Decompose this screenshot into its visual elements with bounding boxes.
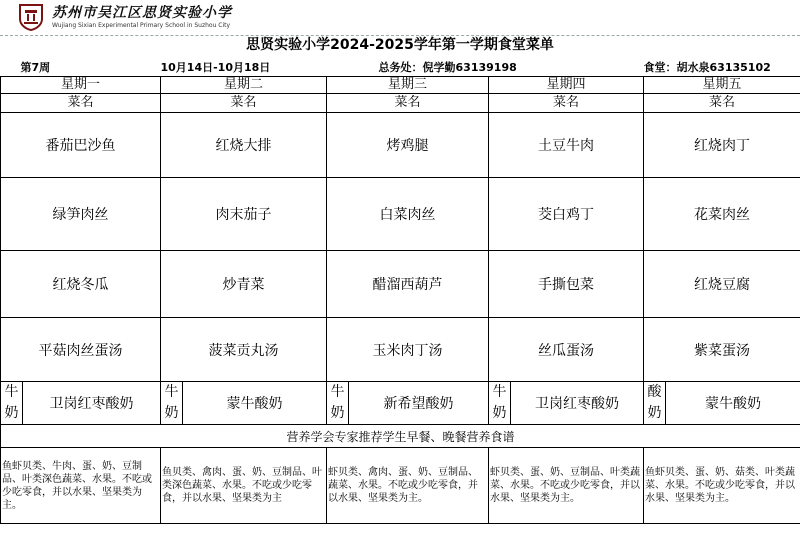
day-header: 星期一 (1, 77, 161, 94)
dish-cell: 红烧大排 (161, 113, 327, 178)
drink-type-label: 牛奶 (1, 382, 23, 425)
school-name: 苏州市吴江区思贤实验小学 (52, 5, 232, 21)
menu-table (0, 58, 800, 524)
nutrition-note: 鱼贝类、禽肉、蛋、奶、豆制品、叶类深色蔬菜、水果。不吃或少吃零食，并以水果、坚果类为主 (161, 448, 327, 524)
week-dates: 10月14日-10月18日 (161, 58, 349, 77)
dish-row (1, 178, 800, 251)
dish-cell: 丝瓜蛋汤 (489, 318, 644, 382)
drink-name: 新希望酸奶 (349, 382, 489, 425)
general-affairs-contact: 总务处：倪学勤63139198 (349, 58, 644, 77)
dish-cell: 炒青菜 (161, 251, 327, 318)
nutrition-note: 鱼虾贝类、牛肉、蛋、奶、豆制品、叶类深色蔬菜、水果。不吃或少吃零食，并以水果、坚果类为主。 (1, 448, 161, 524)
school-header (0, 0, 800, 36)
dish-header-row (1, 94, 800, 113)
drink-type-label: 牛奶 (161, 382, 183, 425)
menu-title: 思贤实验小学2024-2025学年第一学期食堂菜单 (246, 37, 554, 53)
nutrition-note: 虾贝类、禽肉、蛋、奶、豆制品、蔬菜、水果。不吃或少吃零食，并以水果、坚果类为主。 (327, 448, 489, 524)
drink-name: 卫岗红枣酸奶 (511, 382, 644, 425)
drink-row (1, 382, 800, 425)
dish-cell: 紫菜蛋汤 (644, 318, 800, 382)
info-row (1, 58, 800, 77)
school-emblem-icon (18, 3, 44, 31)
dish-cell: 烤鸡腿 (327, 113, 489, 178)
drink-name: 卫岗红枣酸奶 (23, 382, 161, 425)
dish-cell: 绿笋肉丝 (1, 178, 161, 251)
dish-cell: 土豆牛肉 (489, 113, 644, 178)
drink-name: 蒙牛酸奶 (666, 382, 800, 425)
drink-name: 蒙牛酸奶 (183, 382, 327, 425)
dish-cell: 花菜肉丝 (644, 178, 800, 251)
nutrition-note: 虾贝类、蛋、奶、豆制品、叶类蔬菜、水果。不吃或少吃零食，并以水果、坚果类为主。 (489, 448, 644, 524)
header-divider (0, 35, 800, 36)
dish-column-header: 菜名 (327, 94, 489, 113)
week-number: 第7周 (1, 58, 161, 77)
nutrition-note: 鱼虾贝类、蛋、奶、菇类、叶类蔬菜、水果。不吃或少吃零食，并以水果、坚果类为主。 (644, 448, 800, 524)
dish-cell: 红烧豆腐 (644, 251, 800, 318)
dish-cell: 茭白鸡丁 (489, 178, 644, 251)
day-header: 星期四 (489, 77, 644, 94)
dish-cell: 玉米肉丁汤 (327, 318, 489, 382)
dish-cell: 肉末茄子 (161, 178, 327, 251)
day-header: 星期二 (161, 77, 327, 94)
dish-column-header: 菜名 (644, 94, 800, 113)
dish-cell: 手撕包菜 (489, 251, 644, 318)
dish-cell: 白菜肉丝 (327, 178, 489, 251)
nutrition-title: 营养学会专家推荐学生早餐、晚餐营养食谱 (1, 425, 800, 448)
drink-type-label: 酸奶 (644, 382, 666, 425)
day-header: 星期五 (644, 77, 800, 94)
drink-type-label: 牛奶 (327, 382, 349, 425)
dish-row (1, 318, 800, 382)
dish-column-header: 菜名 (161, 94, 327, 113)
dish-column-header: 菜名 (489, 94, 644, 113)
nutrition-notes-row (1, 448, 800, 524)
nutrition-title-row (1, 425, 800, 448)
canteen-contact: 食堂：胡水泉63135102 (644, 58, 800, 77)
dish-cell: 红烧肉丁 (644, 113, 800, 178)
dish-cell: 醋溜西葫芦 (327, 251, 489, 318)
dish-cell: 番茄巴沙鱼 (1, 113, 161, 178)
dish-row (1, 113, 800, 178)
dish-column-header: 菜名 (1, 94, 161, 113)
day-header: 星期三 (327, 77, 489, 94)
dish-cell: 红烧冬瓜 (1, 251, 161, 318)
school-name-en: Wujiang Sixian Experimental Primary School in Suzhou City (52, 22, 231, 29)
dish-cell: 平菇肉丝蛋汤 (1, 318, 161, 382)
drink-type-label: 牛奶 (489, 382, 511, 425)
day-header-row (1, 77, 800, 94)
dish-cell: 菠菜贡丸汤 (161, 318, 327, 382)
dish-row (1, 251, 800, 318)
